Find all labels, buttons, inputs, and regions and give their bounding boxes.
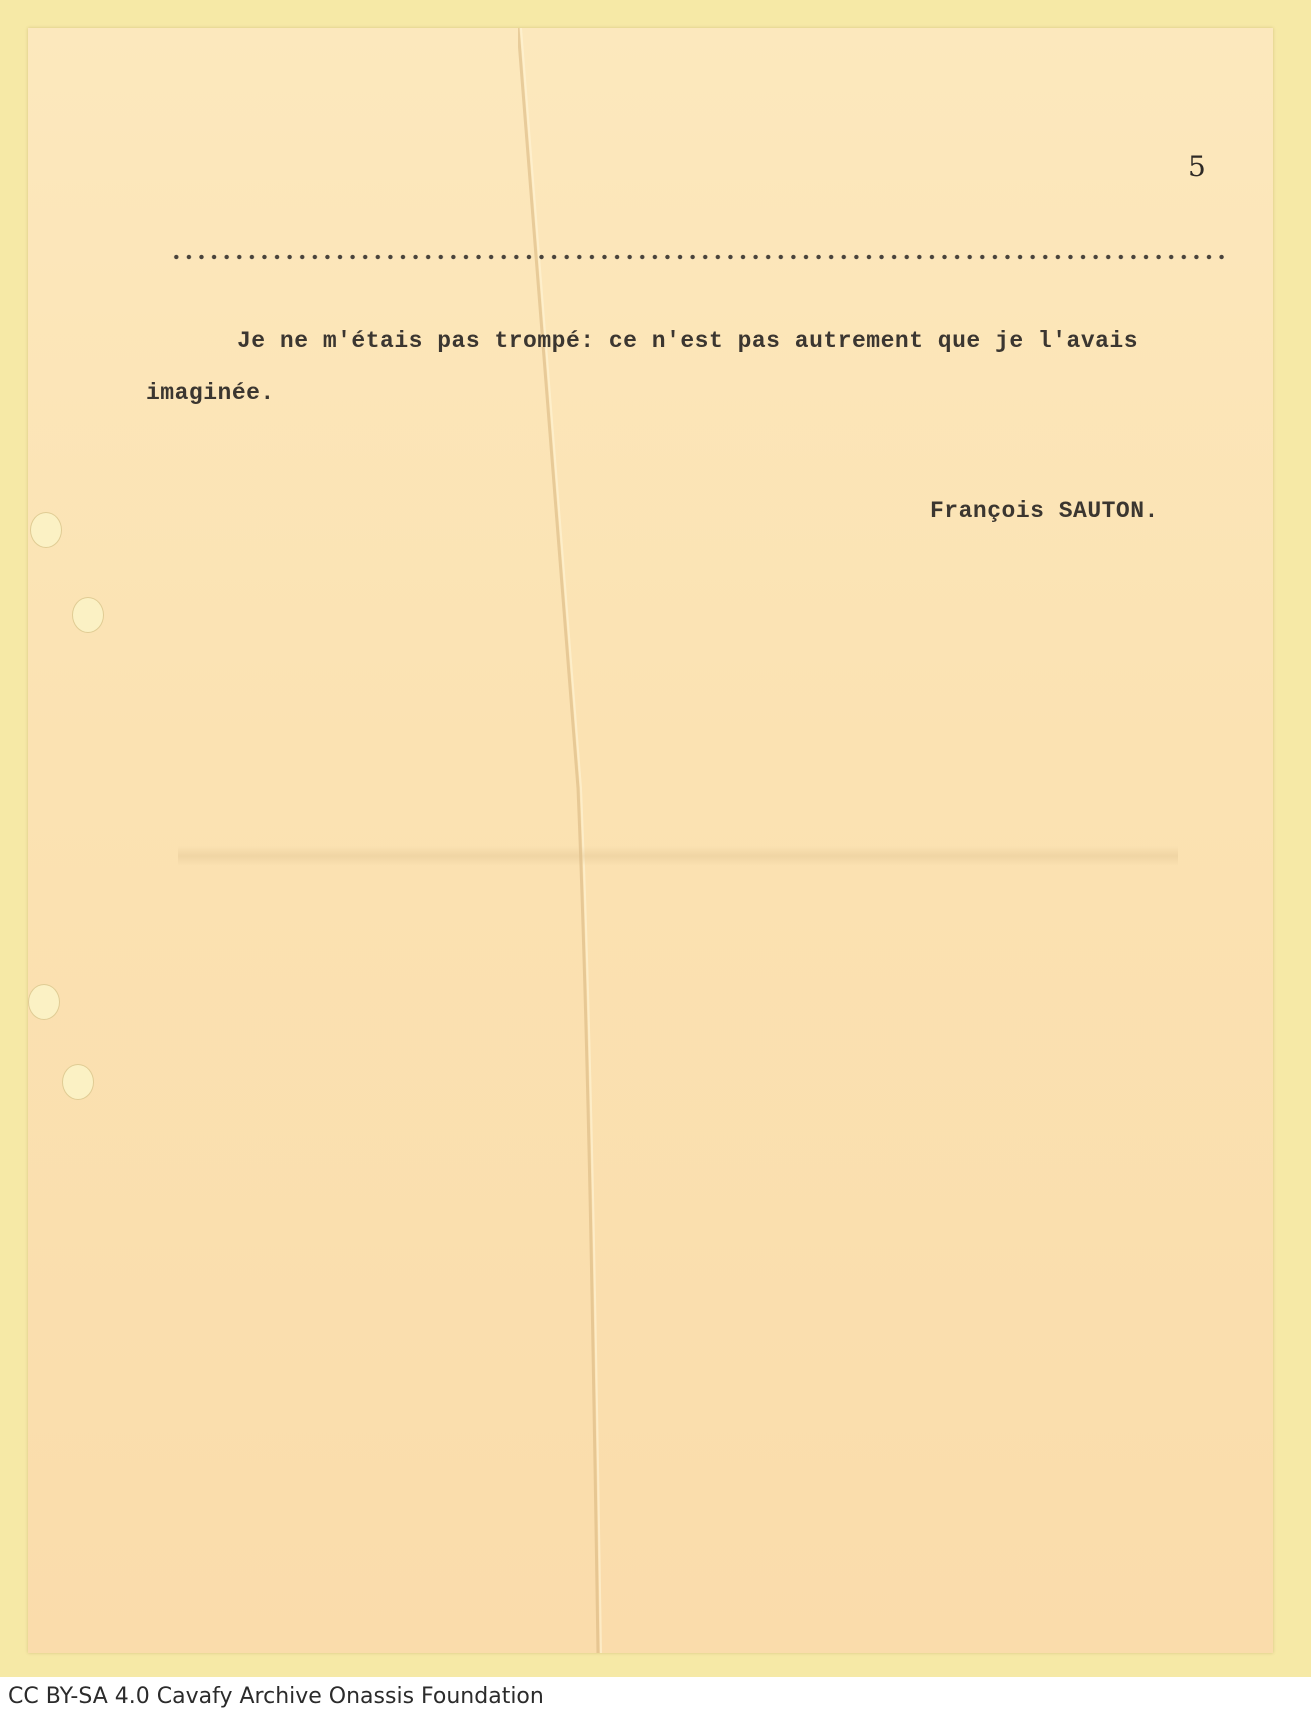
punch-hole — [62, 1064, 94, 1100]
dotted-separator — [170, 253, 1230, 261]
page-number: 5 — [1188, 150, 1207, 183]
body-text-line: imaginée. — [146, 380, 275, 406]
horizontal-fold-crease — [178, 846, 1178, 866]
punch-hole — [28, 984, 60, 1020]
typed-page — [28, 28, 1273, 1653]
body-text-line: Je ne m'étais pas trompé: ce n'est pas autrement que je l'avais — [237, 328, 1139, 354]
vertical-fold-crease — [518, 28, 658, 1653]
punch-hole — [30, 512, 62, 548]
archive-credit: CC BY-SA 4.0 Cavafy Archive Onassis Foundation — [8, 1684, 544, 1709]
punch-hole — [72, 597, 104, 633]
signature: François SAUTON. — [930, 498, 1159, 524]
